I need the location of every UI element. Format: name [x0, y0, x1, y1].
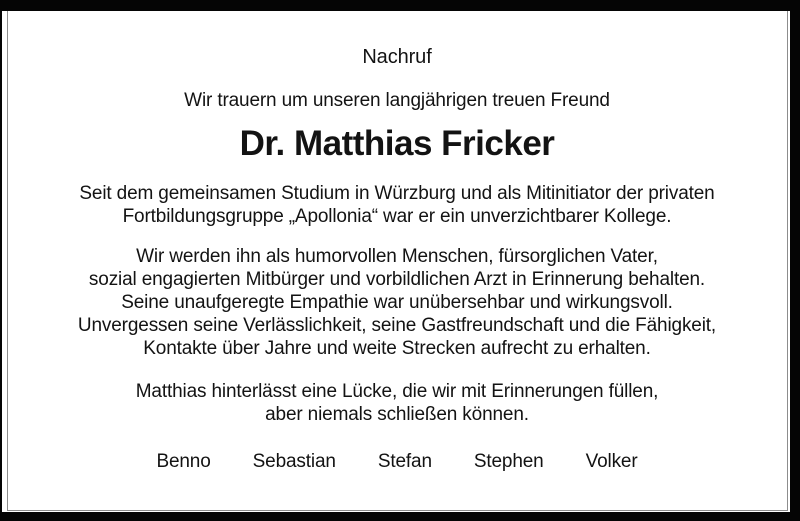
text-line: Wir werden ihn als humorvollen Menschen, fürsorglichen Vater, [136, 246, 658, 267]
text-line: Matthias hinterlässt eine Lücke, die wir mit Erinnerungen füllen, [135, 381, 659, 402]
signatory-name: Benno [156, 451, 211, 472]
text-line: aber niemals schließen können. [265, 404, 529, 425]
deceased-name: Dr. Matthias Fricker [239, 124, 555, 163]
right-frame-bar [790, 0, 800, 521]
text-line: Kontakte über Jahre und weite Strecken aufrecht zu erhalten. [143, 338, 651, 359]
intro-line: Wir trauern um unseren langjährigen treuen Freund [184, 90, 610, 111]
paragraph-farewell [10, 380, 784, 426]
notice-type-heading: Nachruf [362, 46, 432, 68]
text-line: Seine unaufgeregte Empathie war unübersehbar und wirkungsvoll. [121, 292, 673, 313]
text-line: Seit dem gemeinsamen Studium in Würzburg und als Mitinitiator der privaten [79, 183, 715, 204]
text-line: sozial engagierten Mitbürger und vorbildlichen Arzt in Erinnerung behalten. [88, 269, 706, 290]
signatories-row [10, 450, 784, 473]
text-line: Fortbildungsgruppe „Apollonia“ war er ein unverzichtbarer Kollege. [122, 206, 672, 227]
paragraph-collegiality [10, 182, 784, 228]
bottom-frame-bar [0, 512, 800, 521]
signatory-name: Stephen [473, 451, 544, 472]
paragraph-remembrance [10, 245, 784, 360]
top-frame-bar [0, 0, 800, 11]
signatory-name: Volker [585, 451, 638, 472]
signatory-name: Sebastian [252, 451, 336, 472]
left-frame-bar [0, 0, 2, 521]
text-line: Unvergessen seine Verlässlichkeit, seine Gastfreundschaft und die Fähigkeit, [77, 315, 717, 336]
signatory-name: Stefan [377, 451, 432, 472]
notice-content [10, 11, 784, 473]
